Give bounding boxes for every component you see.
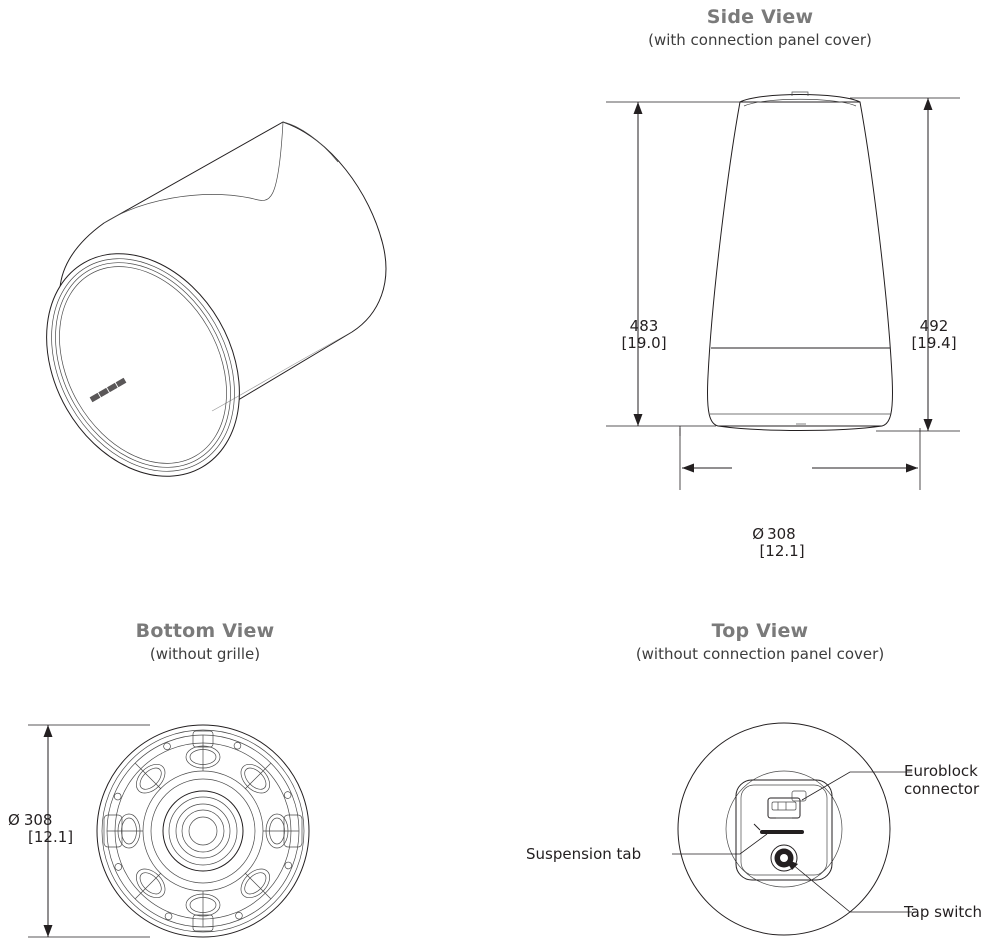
dim-308-bottom-label bbox=[8, 812, 86, 847]
tap-switch-icon bbox=[771, 845, 798, 871]
side-view-panel bbox=[520, 6, 1000, 561]
dim-308-bottom-alt: [12.1] bbox=[28, 828, 74, 847]
dim-483-label bbox=[614, 318, 674, 353]
dim-308-side-label bbox=[732, 526, 816, 561]
dim-483-value: 483 bbox=[629, 317, 659, 335]
side-top-cap bbox=[740, 95, 860, 103]
callout-tap-switch: Tap switch bbox=[904, 903, 983, 921]
bottom-view-subtitle: (without grille) bbox=[149, 645, 261, 663]
callout-euroblock-line2: connector bbox=[904, 780, 980, 798]
side-body-outline bbox=[707, 102, 892, 426]
dim-492-alt: [19.4] bbox=[911, 334, 957, 353]
bottom-chassis bbox=[97, 725, 309, 937]
dim-308-bottom-value: 308 bbox=[23, 811, 53, 829]
dim-308-side-alt: [12.1] bbox=[759, 542, 805, 561]
top-view-subtitle: (without connection panel cover) bbox=[635, 645, 885, 663]
side-bottom-edge bbox=[718, 426, 882, 431]
top-outer-circle bbox=[678, 723, 890, 935]
side-view-subtitle: (with connection panel cover) bbox=[648, 31, 872, 49]
suspension-tab-icon bbox=[754, 824, 804, 834]
bottom-view-title: Bottom View bbox=[135, 620, 275, 642]
isometric-view-panel bbox=[0, 60, 470, 480]
callout-euroblock-line1: Euroblock bbox=[904, 762, 978, 780]
dim-308-side-value: 308 bbox=[767, 525, 796, 543]
dim-483-alt: [19.0] bbox=[621, 334, 667, 353]
top-view-title: Top View bbox=[711, 620, 809, 642]
side-view-title: Side View bbox=[706, 6, 814, 28]
euroblock-connector-icon bbox=[768, 791, 806, 818]
side-view-drawing bbox=[520, 76, 1000, 506]
callout-suspension-tab: Suspension tab bbox=[526, 845, 642, 863]
callout-euroblock-connector bbox=[904, 762, 979, 798]
isometric-speaker-drawing bbox=[0, 60, 470, 480]
dim-308-bottom-symbol: Ø bbox=[8, 811, 20, 829]
dim-492-label bbox=[904, 318, 964, 353]
leader-tap-switch bbox=[792, 864, 912, 912]
dim-308-side-symbol: Ø bbox=[752, 525, 765, 543]
bottom-view-panel bbox=[0, 620, 420, 952]
dim-492-value: 492 bbox=[919, 317, 949, 335]
leader-suspension-tab bbox=[672, 834, 767, 854]
top-view-panel bbox=[520, 620, 1000, 952]
